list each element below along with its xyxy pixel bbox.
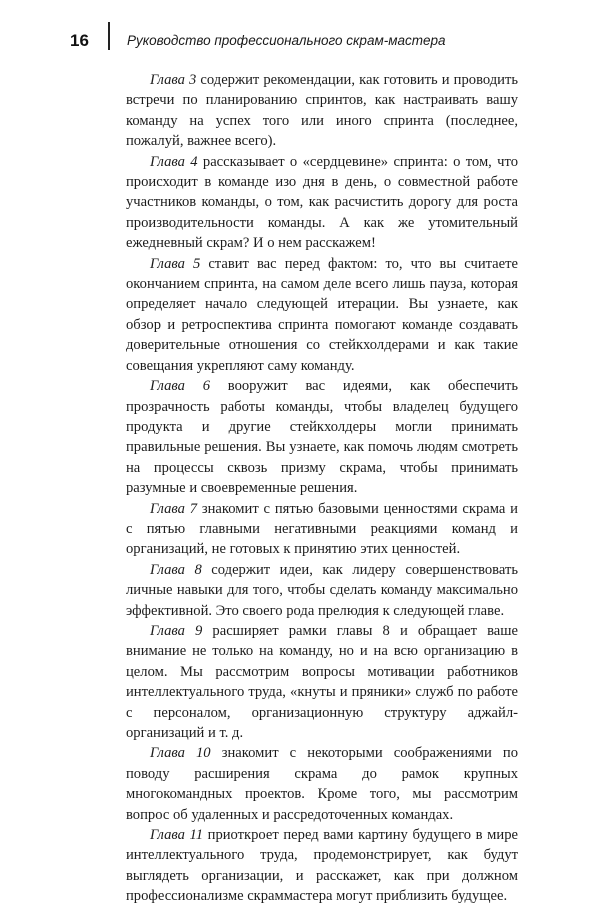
chapter-overview-text	[126, 70, 518, 907]
paragraph-text: приоткроет перед вами картину будущего в мире интеллектуального труда, продемонстрирует, как будут выглядеть организации, и расскажет, как при должном профессионализме скраммастера могут приблизить будущее.	[126, 827, 518, 905]
chapter-reference: Глава 7	[150, 500, 198, 517]
running-title: Руководство профессионального скрам-мастера	[127, 33, 446, 48]
chapter-reference: Глава 3	[150, 72, 197, 88]
chapter-reference: Глава 10	[150, 745, 211, 762]
paragraph-chapter-10	[126, 743, 518, 825]
paragraph-text: содержит рекомендации, как готовить и проводить встречи по планированию спринтов, как настраивать вашу команду на успех того или иного спринта (последнее, пожалуй, важнее всего).	[126, 72, 518, 150]
paragraph-text: знакомит с пятью базовыми ценностями скрама и с пятью главными негативными реакциями команд и организаций, не готовых к принятию этих ценностей.	[126, 500, 518, 558]
paragraph-text: содержит идеи, как лидеру совершенствовать личные навыки для того, чтобы сделать команду максимально эффективной. Это своего рода прелюдия к следующей главе.	[126, 561, 518, 619]
paragraph-chapter-11	[126, 825, 518, 907]
page-number: 16	[70, 31, 89, 50]
paragraph-chapter-4	[126, 152, 518, 254]
header-divider	[108, 22, 110, 50]
paragraph-chapter-7	[126, 499, 518, 560]
page-header	[0, 0, 600, 70]
paragraph-text: знакомит с некоторыми соображениями по поводу расширения скрама до рамок крупных многокомандных проектов. Кроме того, мы рассмотрим вопрос об удаленных и рассредоточенных командах.	[126, 745, 518, 823]
paragraph-text: расширяет рамки главы 8 и обращает ваше внимание не только на команду, но и на всю организацию в целом. Мы рассмотрим вопросы мотивации работников интеллектуального труда, «кнуты и пряники» служб по работе с персоналом, организационную структуру аджайл-организаций и т. д.	[126, 622, 518, 741]
chapter-reference: Глава 4	[150, 153, 198, 170]
paragraph-chapter-3	[126, 70, 518, 152]
paragraph-chapter-9	[126, 621, 518, 743]
paragraph-text: рассказывает о «сердцевине» спринта: о том, что происходит в команде изо дня в день, о совместной работе участников команды, о том, как расчистить дорогу для роста производительности команды. А как же утомительный ежедневный скрам? И о нем расскажем!	[126, 153, 518, 252]
chapter-reference: Глава 6	[150, 378, 210, 395]
chapter-reference: Глава 8	[150, 561, 202, 578]
paragraph-chapter-8	[126, 560, 518, 621]
paragraph-text: ставит вас перед фактом: то, что вы считаете окончанием спринта, на самом деле всего лишь пауза, которая определяет начало следующей итерации. Вы узнаете, как обзор и ретроспектива спринта помогают команде создавать доверительные отношения со стейкхолдерами и как такие совещания укрепляют саму команду.	[126, 255, 518, 374]
paragraph-chapter-6	[126, 376, 518, 498]
chapter-reference: Глава 11	[150, 827, 204, 844]
paragraph-text: вооружит вас идеями, как обеспечить прозрачность работы команды, чтобы владелец будущего продукта и другие стейкхолдеры могли принимать правильные решения. Вы узнаете, как помочь людям смотреть на процессы сквозь призму скрама, чтобы принимать разумные и своевременные решения.	[126, 378, 518, 497]
paragraph-chapter-5	[126, 254, 518, 376]
chapter-reference: Глава 5	[150, 255, 201, 272]
chapter-reference: Глава 9	[150, 622, 203, 639]
